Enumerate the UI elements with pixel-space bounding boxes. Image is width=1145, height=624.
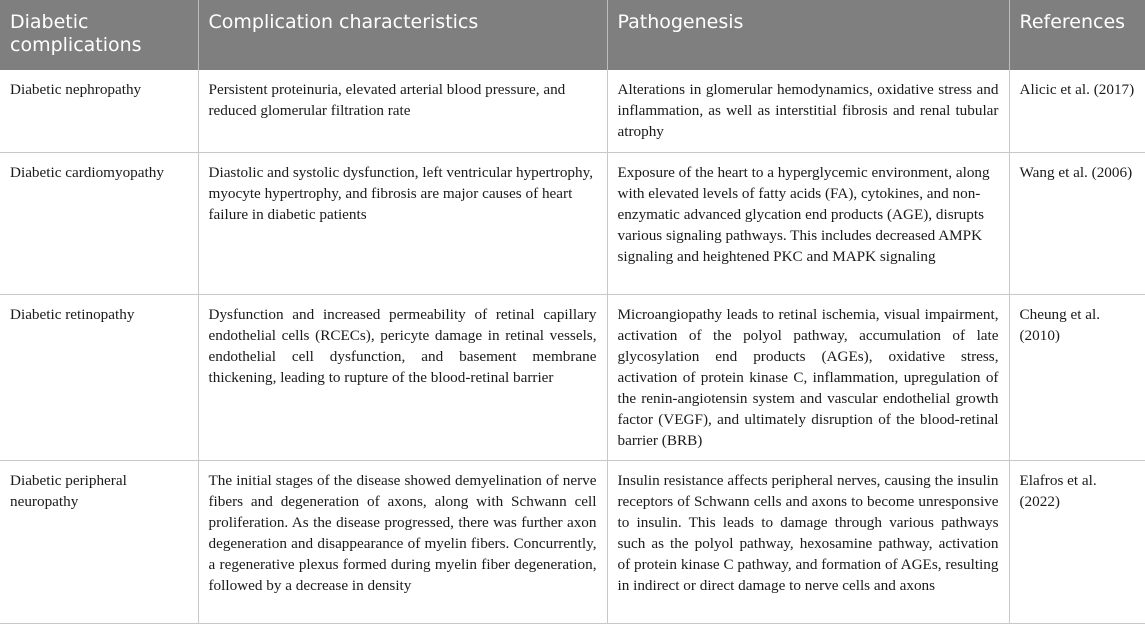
header-characteristics: Complication characteristics: [198, 0, 607, 70]
header-row: [0, 0, 1145, 70]
header-complications: Diabetic complications: [0, 0, 198, 70]
cell-reference: Wang et al. (2006): [1009, 152, 1145, 294]
header-pathogenesis: Pathogenesis: [607, 0, 1009, 70]
table-row: [0, 294, 1145, 460]
cell-characteristics: Dysfunction and increased permeability of retinal capillary endothelial cells (RCECs), pericyte damage in retinal vessels, endothelial cell dysfunction, and basement membrane thickening, leading to rupture of the blood-retinal barrier: [198, 294, 607, 460]
cell-complication: Diabetic peripheral neuropathy: [0, 460, 198, 623]
cell-characteristics: Diastolic and systolic dysfunction, left ventricular hypertrophy, myocyte hypertrophy, and fibrosis are major causes of heart failure in diabetic patients: [198, 152, 607, 294]
table-row: [0, 70, 1145, 152]
cell-pathogenesis: Microangiopathy leads to retinal ischemia, visual impairment, activation of the polyol pathway, accumulation of late glycosylation end products (AGEs), oxidative stress, activation of protein kinase C, inflammation, upregulation of the renin-angiotensin system and vascular endothelial growth factor (VEGF), and ultimately disruption of the blood-retinal barrier (BRB): [607, 294, 1009, 460]
cell-reference: Cheung et al. (2010): [1009, 294, 1145, 460]
cell-pathogenesis: Insulin resistance affects peripheral nerves, causing the insulin receptors of Schwann cells and axons to become unresponsive to insulin. This leads to damage through various pathways such as the polyol pathway, hexosamine pathway, activation of protein kinase C pathway, and formation of AGEs, resulting in indirect or direct damage to nerve cells and axons: [607, 460, 1009, 623]
cell-reference: Alicic et al. (2017): [1009, 70, 1145, 152]
cell-characteristics: The initial stages of the disease showed demyelination of nerve fibers and degeneration of axons, along with Schwann cell proliferation. As the disease progressed, there was further axon degeneration and disappearance of myelin fibers. Concurrently, a regenerative plexus formed during myelin fiber degeneration, followed by a decrease in density: [198, 460, 607, 623]
cell-pathogenesis: Alterations in glomerular hemodynamics, oxidative stress and inflammation, as well as interstitial fibrosis and renal tubular atrophy: [607, 70, 1009, 152]
cell-complication: Diabetic cardiomyopathy: [0, 152, 198, 294]
table-body: [0, 70, 1145, 623]
header-references: References: [1009, 0, 1145, 70]
table-row: [0, 460, 1145, 623]
table-row: [0, 152, 1145, 294]
cell-complication: Diabetic retinopathy: [0, 294, 198, 460]
cell-complication: Diabetic nephropathy: [0, 70, 198, 152]
table-header: [0, 0, 1145, 70]
cell-reference: Elafros et al. (2022): [1009, 460, 1145, 623]
cell-characteristics: Persistent proteinuria, elevated arterial blood pressure, and reduced glomerular filtration rate: [198, 70, 607, 152]
cell-pathogenesis: Exposure of the heart to a hyperglycemic environment, along with elevated levels of fatty acids (FA), cytokines, and non-enzymatic advanced glycation end products (AGE), disrupts various signaling pathways. This includes decreased AMPK signaling and heightened PKC and MAPK signaling: [607, 152, 1009, 294]
